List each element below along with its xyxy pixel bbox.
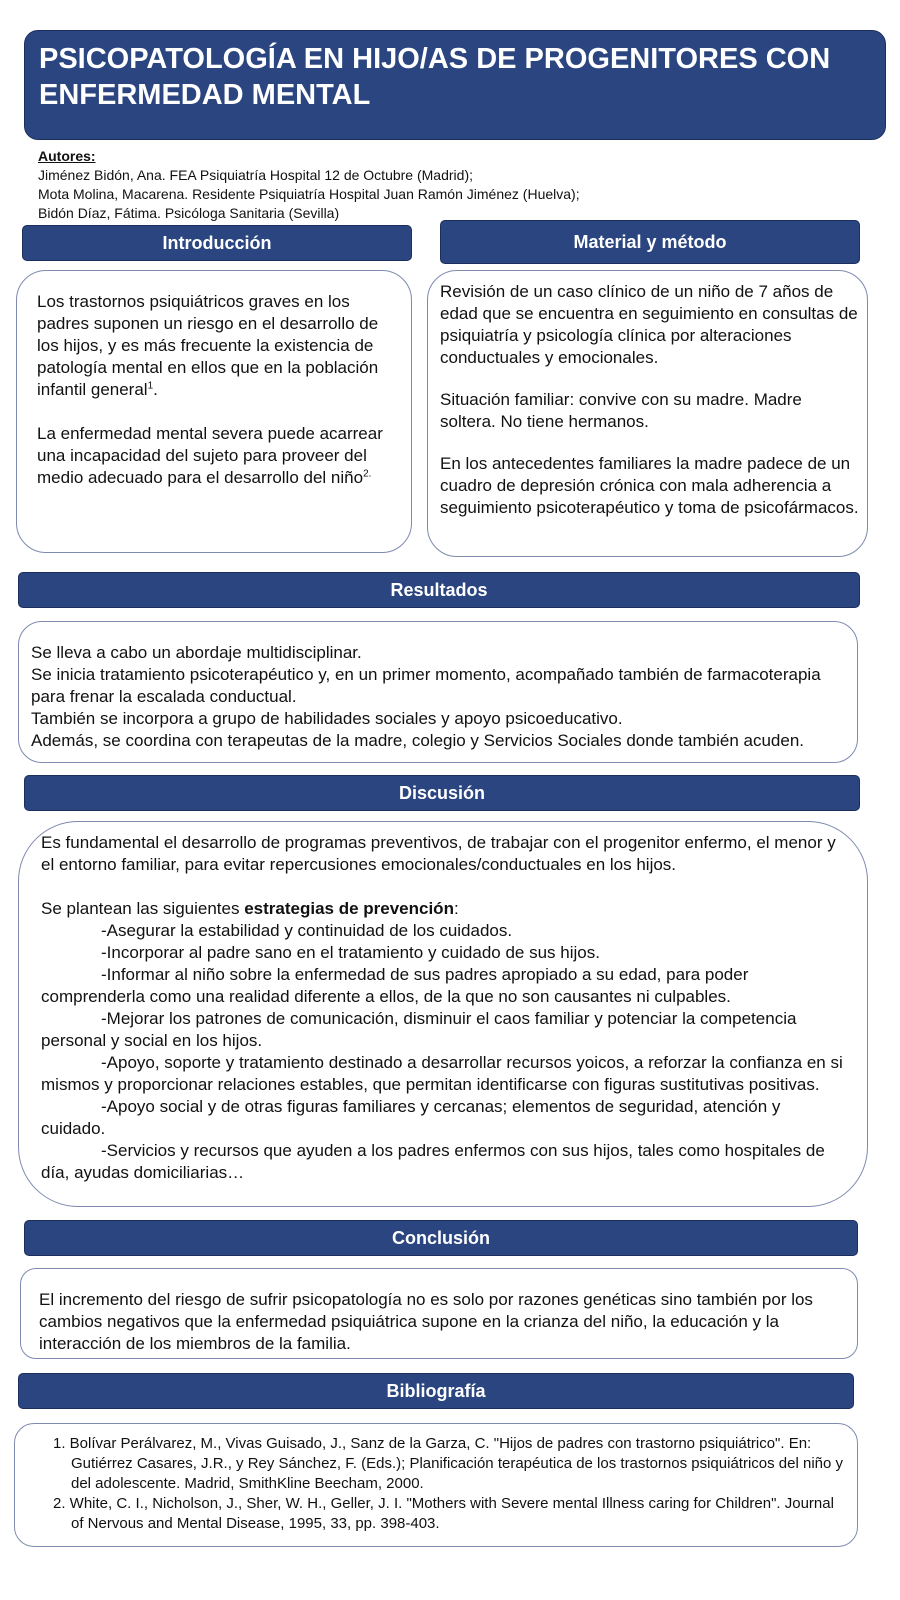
- author-line: Mota Molina, Macarena. Residente Psiquiatría Hospital Juan Ramón Jiménez (Huelva);: [38, 186, 580, 202]
- reference-item: 2. White, C. I., Nicholson, J., Sher, W. H., Geller, J. I. "Mothers with Severe mental Illness caring for Children". Journal of Nervous and Mental Disease, 1995, 33, pp. 398-403.: [53, 1495, 834, 1532]
- resultados-line: Se inicia tratamiento psicoterapéutico y, en un primer momento, acompañado también de farmacoterapia para frenar la escalada conductual.: [31, 665, 821, 706]
- bibliografia-heading: Bibliografía: [18, 1373, 854, 1409]
- discusion-item: -Mejorar los patrones de comunicación, disminuir el caos familiar y potenciar la competencia personal y social en los hijos.: [41, 1009, 797, 1050]
- bibliografia-box: [14, 1423, 858, 1547]
- material-heading: Material y método: [440, 220, 860, 264]
- resultados-box: [18, 621, 858, 763]
- introduccion-paragraph: Los trastornos psiquiátricos graves en los padres suponen un riesgo en el desarrollo de los hijos, y es más frecuente la existencia de patología mental en ellos que en la población infantil general$^1$.: [37, 292, 379, 399]
- material-paragraph: Revisión de un caso clínico de un niño de 7 años de edad que se encuentra en seguimiento en consultas de psiquiatría y psicología clínica por alteraciones conductuales y emocionales.: [440, 282, 858, 367]
- authors-label: Autores:: [38, 148, 96, 164]
- resultados-heading: Resultados: [18, 572, 860, 608]
- conclusion-text: El incremento del riesgo de sufrir psicopatología no es solo por razones genéticas sino también por los cambios negativos que la enfermedad psiquiátrica supone en la crianza del niño, la educación y la interacción de los miembros de la familia.: [39, 1290, 813, 1353]
- poster-title: PSICOPATOLOGÍA EN HIJO/AS DE PROGENITORES CON ENFERMEDAD MENTAL: [24, 30, 886, 140]
- discusion-item: -Asegurar la estabilidad y continuidad de los cuidados.: [101, 921, 513, 940]
- discusion-strategies: Se plantean las siguientes estrategias de prevención:: [41, 899, 459, 918]
- material-paragraph: En los antecedentes familiares la madre padece de un cuadro de depresión crónica con mala adherencia a seguimiento psicoterapéutico y toma de psicofármacos.: [440, 454, 859, 517]
- introduccion-paragraph: La enfermedad mental severa puede acarrear una incapacidad del sujeto para proveer del medio adecuado para el desarrollo del niño$^{2.}$: [37, 424, 383, 487]
- discusion-item: -Informar al niño sobre la enfermedad de sus padres apropiado a su edad, para poder comprenderla como una realidad diferente a ellos, de la que no son causantes ni culpables.: [41, 965, 749, 1006]
- discusion-item: -Servicios y recursos que ayuden a los padres enfermos con sus hijos, tales como hospitales de día, ayudas domiciliarias…: [41, 1141, 825, 1182]
- reference-item: 1. Bolívar Perálvarez, M., Vivas Guisado, J., Sanz de la Garza, C. "Hijos de padres con trastorno psiquiátrico". En: Gutiérrez Casares, J.R., y Rey Sánchez, F. (Eds.); Planificación terapéutica de los trastornos psiquiátricos del niño y del adolescente. Madrid, SmithKline Beecham, 2000.: [53, 1435, 844, 1492]
- introduccion-heading: Introducción: [22, 225, 412, 261]
- discusion-heading: Discusión: [24, 775, 860, 811]
- author-line: Bidón Díaz, Fátima. Psicóloga Sanitaria (Sevilla): [38, 205, 340, 221]
- conclusion-box: [20, 1268, 858, 1359]
- authors-block: [38, 147, 858, 223]
- material-box: [427, 270, 868, 557]
- resultados-line: También se incorpora a grupo de habilidades sociales y apoyo psicoeducativo.: [31, 709, 623, 728]
- reference-list: [33, 1434, 843, 1534]
- discusion-item: -Incorporar al padre sano en el tratamiento y cuidado de sus hijos.: [101, 943, 600, 962]
- resultados-line: Se lleva a cabo un abordaje multidisciplinar.: [31, 643, 362, 662]
- author-line: Jiménez Bidón, Ana. FEA Psiquiatría Hospital 12 de Octubre (Madrid);: [38, 167, 473, 183]
- discusion-intro: Es fundamental el desarrollo de programas preventivos, de trabajar con el progenitor enfermo, el menor y el entorno familiar, para evitar repercusiones emocionales/conductuales en los hijos.: [41, 833, 836, 874]
- conclusion-heading: Conclusión: [24, 1220, 858, 1256]
- material-paragraph: Situación familiar: convive con su madre. Madre soltera. No tiene hermanos.: [440, 390, 802, 431]
- discusion-item: -Apoyo, soporte y tratamiento destinado a desarrollar recursos yoicos, a reforzar la confianza en si mismos y proporcionar relaciones estables, que permitan identificarse con figuras sustitutivas positivas.: [41, 1053, 843, 1094]
- resultados-line: Además, se coordina con terapeutas de la madre, colegio y Servicios Sociales donde también acuden.: [31, 731, 805, 750]
- discusion-item: -Apoyo social y de otras figuras familiares y cercanas; elementos de seguridad, atención y cuidado.: [41, 1097, 781, 1138]
- discusion-box: [18, 821, 868, 1207]
- introduccion-box: [16, 270, 412, 553]
